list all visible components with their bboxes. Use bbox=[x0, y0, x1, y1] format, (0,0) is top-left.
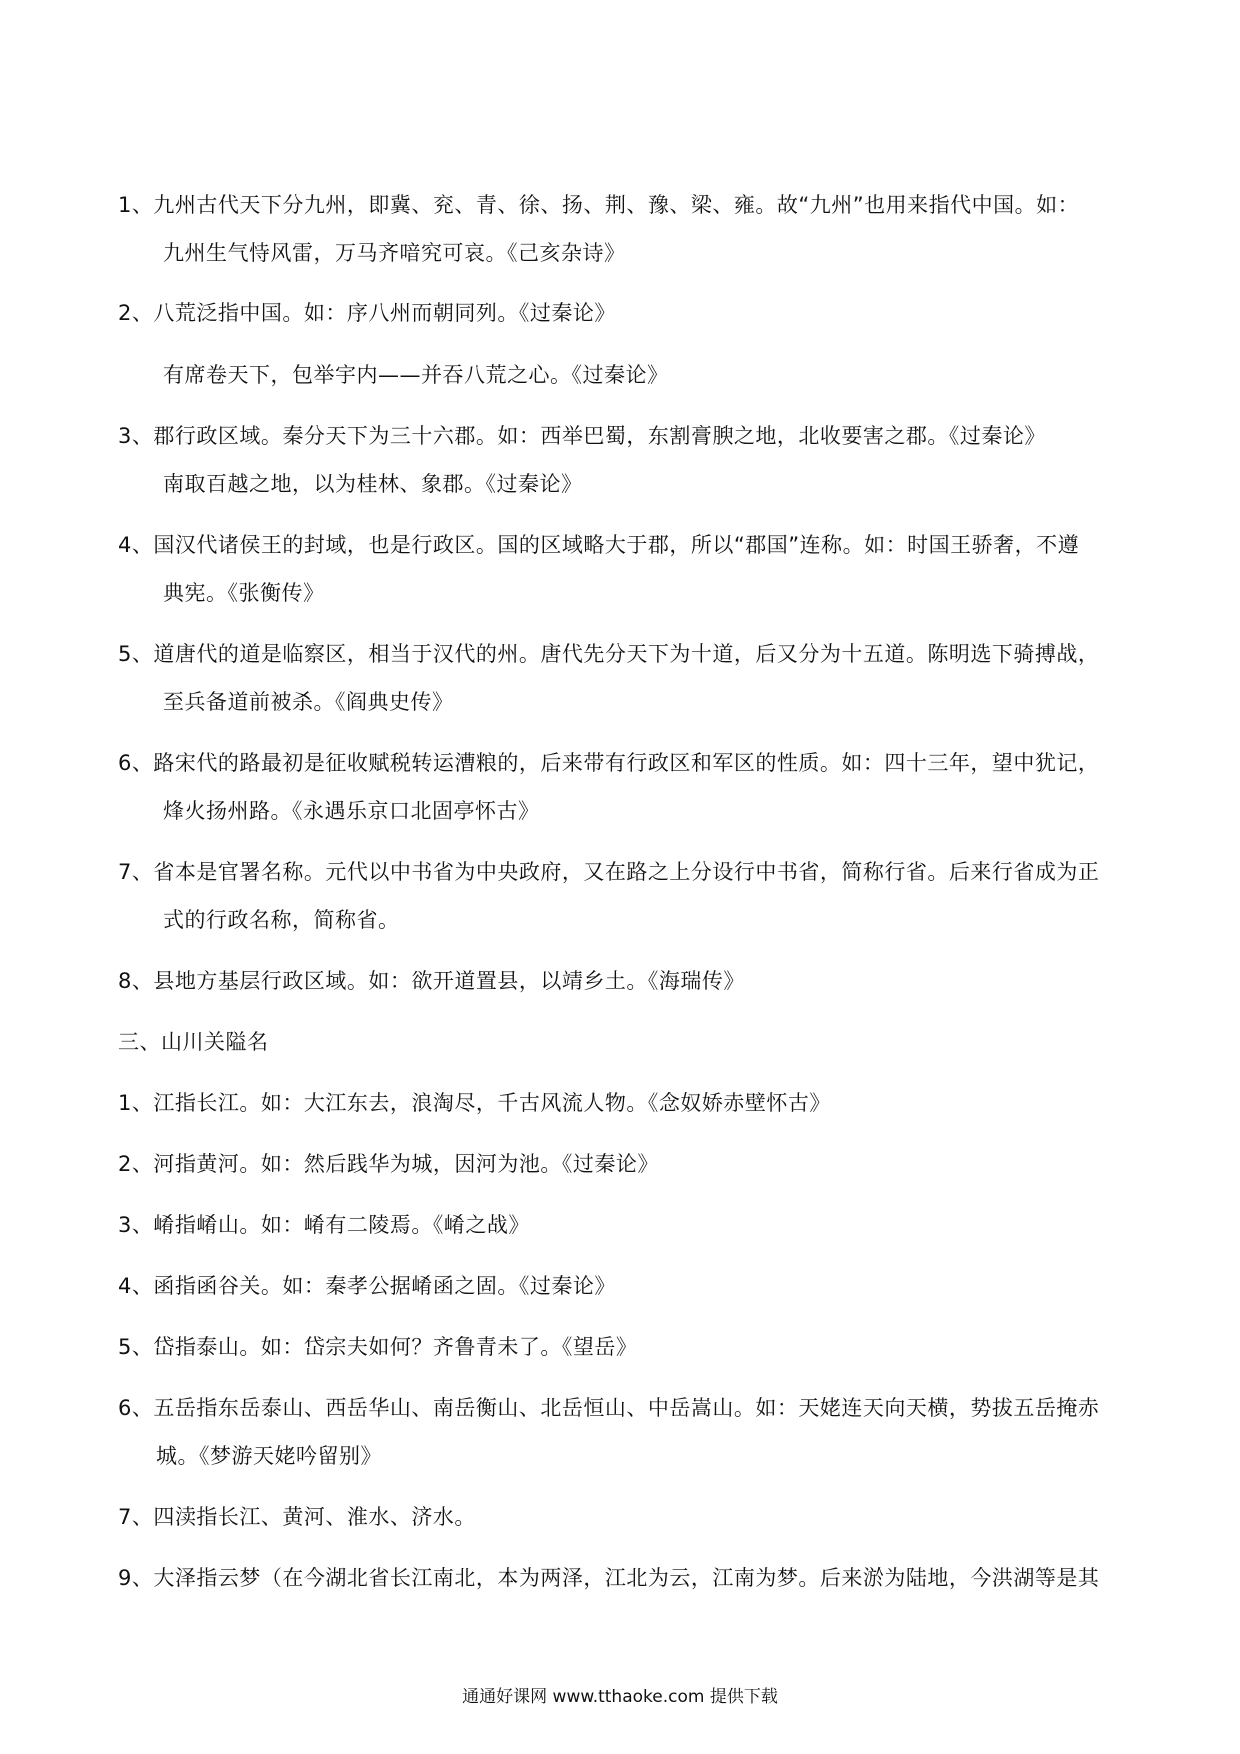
item-8-line-1: 8、县地方基层行政区域。如：欲开道置县，以靖乡土。《海瑞传》 bbox=[118, 969, 745, 993]
item-6-line-2: 烽火扬州路。《永遇乐京口北固亭怀古》 bbox=[163, 799, 540, 823]
item-1-line-2: 九州生气恃风雷，万马齐喑究可哀。《己亥杂诗》 bbox=[163, 241, 626, 265]
item2-6-line-2: 城。《梦游天姥吟留别》 bbox=[156, 1444, 382, 1468]
item2-6-line-1: 6、五岳指东岳泰山、西岳华山、南岳衡山、北岳恒山、中岳嵩山。如：天姥连天向天横，势拔五岳掩赤 bbox=[118, 1396, 1100, 1420]
item-4-line-1: 4、国汉代诸侯王的封域，也是行政区。国的区域略大于郡，所以“郡国”连称。如：时国王骄奢，不遵 bbox=[118, 533, 1080, 557]
item2-3-line-1: 3、崤指崤山。如：崤有二陵焉。《崤之战》 bbox=[118, 1213, 530, 1237]
item-1-line-1: 1、九州古代天下分九州，即冀、兖、青、徐、扬、荆、豫、梁、雍。故“九州”也用来指代中国。如： bbox=[118, 193, 1080, 217]
item-5-line-2: 至兵备道前被杀。《阎典史传》 bbox=[163, 690, 454, 714]
item2-8-line-1: 9、大泽指云梦（在今湖北省长江南北，本为两泽，江北为云，江南为梦。后来淤为陆地，今洪湖等是其 bbox=[118, 1566, 1100, 1590]
item-5-line-1: 5、道唐代的道是临察区，相当于汉代的州。唐代先分天下为十道，后又分为十五道。陈明选下骑搏战， bbox=[118, 642, 1100, 666]
item2-7-line-1: 7、四渎指长江、黄河、淮水、济水。 bbox=[118, 1505, 476, 1529]
item2-5-line-1: 5、岱指泰山。如：岱宗夫如何？齐鲁青未了。《望岳》 bbox=[118, 1335, 638, 1359]
page-footer: 通通好课网 www.tthaoke.com 提供下载 bbox=[462, 1687, 778, 1707]
item2-4-line-1: 4、函指函谷关。如：秦孝公据崤函之固。《过秦论》 bbox=[118, 1274, 616, 1298]
item-2-line-1: 2、八荒泛指中国。如：序八州而朝同列。《过秦论》 bbox=[118, 301, 616, 325]
item-7-line-2: 式的行政名称，简称省。 bbox=[163, 908, 400, 932]
item-7-line-1: 7、省本是官署名称。元代以中书省为中央政府，又在路之上分设行中书省，简称行省。后来行省成为正 bbox=[118, 860, 1100, 884]
item-6-line-1: 6、路宋代的路最初是征收赋税转运漕粮的，后来带有行政区和军区的性质。如：四十三年，望中犹记， bbox=[118, 751, 1100, 775]
item-4-line-2: 典宪。《张衡传》 bbox=[163, 581, 325, 605]
section-heading: 三、山川关隘名 bbox=[118, 1030, 269, 1054]
item-3-line-1: 3、郡行政区域。秦分天下为三十六郡。如：西举巴蜀，东割膏腴之地，北收要害之郡。《过秦论》 bbox=[118, 424, 1046, 448]
item-2-line-2: 有席卷天下，包举宇内——并吞八荒之心。《过秦论》 bbox=[163, 363, 669, 387]
item-3-line-2: 南取百越之地，以为桂林、象郡。《过秦论》 bbox=[163, 472, 583, 496]
item2-2-line-1: 2、河指黄河。如：然后践华为城，因河为池。《过秦论》 bbox=[118, 1152, 659, 1176]
item2-1-line-1: 1、江指长江。如：大江东去，浪淘尽，千古风流人物。《念奴娇赤壁怀古》 bbox=[118, 1091, 831, 1115]
